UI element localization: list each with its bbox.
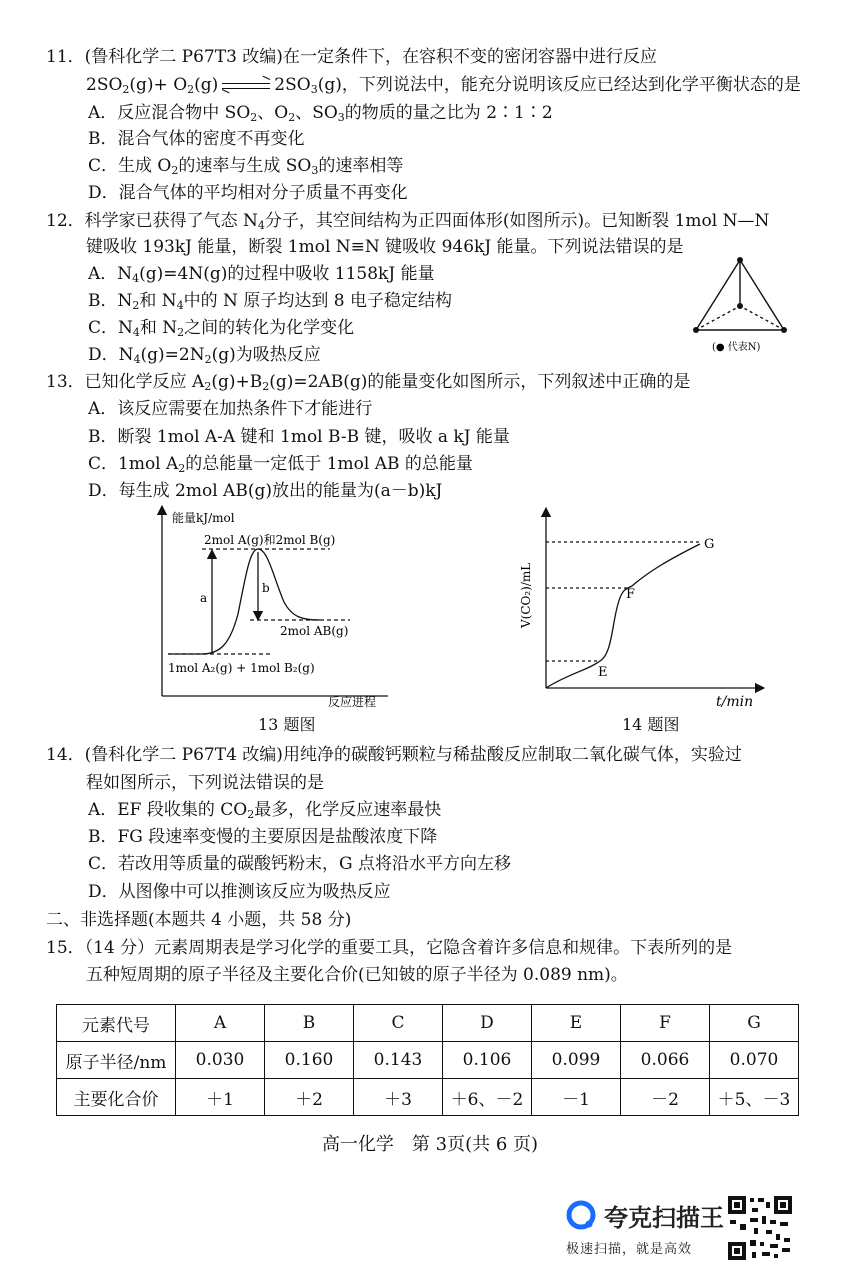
figure-14-volume-time-chart	[508, 504, 778, 712]
n-atom-dot	[737, 303, 743, 309]
fig14-caption: 14 题图	[622, 715, 680, 734]
q12-option-a: A．$N_4(g)=4N(g)$的过程中吸收 1158kJ 能量	[88, 264, 435, 285]
table-cell: A	[176, 1005, 265, 1042]
q14-option-a: A．EF 段收集的 $CO_2$最多，化学反应速率最快	[88, 800, 442, 821]
table-cell: C	[354, 1005, 443, 1042]
q15-stem-line2: 五种短周期的原子半径及主要化合价(已知铍的原子半径为 0.089 nm)。	[86, 965, 628, 985]
table-row	[57, 1042, 799, 1079]
fig13-left-label: 1mol A₂(g) + 1mol B₂(g)	[168, 661, 315, 675]
q14-option-d: D．从图像中可以推测该反应为吸热反应	[88, 882, 391, 902]
qr-code-icon	[726, 1194, 794, 1262]
q11-equation: $2SO_2(g)+ O_2(g)$ $2SO_3(g)$，下列说法中，能充分说明该反应已经达到化学平衡状态的是	[86, 75, 801, 96]
curve-EFG	[546, 544, 700, 688]
q11-option-b: B．混合气体的密度不再变化	[88, 129, 305, 149]
table-cell: E	[532, 1005, 621, 1042]
fig13-label-a: a	[200, 591, 208, 605]
q12-stem-line2: 键吸收 193kJ 能量，断裂 1mol N≡N 键吸收 946kJ 能量。下列说法错误的是	[86, 237, 684, 257]
point-G-label: G	[704, 537, 715, 552]
table-cell: ＋6、－2	[443, 1079, 532, 1116]
section-2-heading: 二、非选择题(本题共 4 小题，共 58 分)	[46, 910, 352, 930]
table-cell: ＋2	[265, 1079, 354, 1116]
tetra-hidden-edge	[696, 306, 740, 330]
table-cell: 0.143	[354, 1042, 443, 1079]
table-cell: 主要化合价	[57, 1079, 176, 1116]
tetra-edge	[740, 260, 784, 330]
fig13-ylabel: 能量kJ/mol	[172, 511, 235, 525]
element-table	[56, 1004, 799, 1116]
fig13-top-label: 2mol A(g)和2mol B(g)	[204, 533, 336, 547]
table-cell: 原子半径/nm	[57, 1042, 176, 1079]
fig13-xlabel: 反应进程	[328, 695, 377, 709]
table-row	[57, 1005, 799, 1042]
fig14-xlabel: t/min	[716, 694, 754, 710]
q14-stem-line2: 程如图所示，下列说法错误的是	[86, 773, 324, 793]
table-cell: F	[621, 1005, 710, 1042]
page-footer: 高一化学 第 3页(共 6 页)	[321, 1134, 539, 1155]
quark-logo-icon	[566, 1200, 596, 1230]
q13-stem: 13．已知化学反应 $A_2(g)+B_2(g)=2AB(g)$的能量变化如图所示，下列叙述中正确的是	[46, 372, 691, 393]
q13-option-b: B．断裂 1mol A-A 键和 1mol B-B 键，吸收 a kJ 能量	[88, 427, 510, 447]
table-cell: 0.160	[265, 1042, 354, 1079]
table-cell: 0.030	[176, 1042, 265, 1079]
tetra-edge	[696, 260, 740, 330]
n4-legend: (● 代表N)	[712, 342, 761, 353]
q11-option-d: D．混合气体的平均相对分子质量不再变化	[88, 183, 408, 203]
table-cell: B	[265, 1005, 354, 1042]
equilibrium-arrow-icon	[222, 80, 270, 92]
q12-option-b: B．$N_2$和 $N_4$中的 N 原子均达到 8 电子稳定结构	[88, 291, 452, 312]
table-cell: ＋5、－3	[710, 1079, 799, 1116]
point-F-label: F	[626, 587, 636, 602]
table-cell: ＋3	[354, 1079, 443, 1116]
n-atom-dot	[781, 327, 787, 333]
energy-curve	[168, 549, 320, 654]
q12-option-c: C．$N_4$和 $N_2$之间的转化为化学变化	[88, 318, 355, 339]
q11-stem: 11．(鲁科化学二 P67T3 改编)在一定条件下，在容积不变的密闭容器中进行反应	[46, 47, 657, 67]
table-cell: D	[443, 1005, 532, 1042]
q14-option-b: B．FG 段速率变慢的主要原因是盐酸浓度下降	[88, 827, 438, 847]
point-E-label: E	[598, 665, 608, 680]
n-atom-dot	[737, 257, 743, 263]
q14-option-c: C．若改用等质量的碳酸钙粉末，G 点将沿水平方向左移	[88, 854, 511, 874]
table-cell: 0.070	[710, 1042, 799, 1079]
fig13-label-b: b	[262, 581, 270, 595]
table-cell: 0.106	[443, 1042, 532, 1079]
q14-stem: 14．(鲁科化学二 P67T4 改编)用纯净的碳酸钙颗粒与稀盐酸反应制取二氧化碳气体，实验过	[46, 745, 742, 765]
fig14-ylabel: V(CO₂)/mL	[519, 562, 533, 628]
table-cell: 0.066	[621, 1042, 710, 1079]
q12-stem: 12．科学家已获得了气态 $N_4$分子，其空间结构为正四面体形(如图所示)。已知断裂 1mol N—N	[46, 211, 770, 232]
tetra-hidden-edge	[740, 306, 784, 330]
figure-13-energy-diagram	[150, 504, 400, 740]
q11-option-c: C．生成 $O_2$的速率与生成 $SO_3$的速率相等	[88, 156, 404, 177]
fig13-caption: 13 题图	[258, 715, 316, 734]
n4-tetrahedron-figure	[688, 250, 798, 355]
watermark-title: 夸克扫描王	[604, 1204, 724, 1232]
table-cell: 0.099	[532, 1042, 621, 1079]
table-cell: －1	[532, 1079, 621, 1116]
q13-option-a: A．该反应需要在加热条件下才能进行	[88, 399, 373, 419]
fig13-right-label: 2mol AB(g)	[280, 624, 349, 638]
q13-option-d: D．每生成 2mol AB(g)放出的能量为(a－b)kJ	[88, 481, 443, 501]
table-cell: 元素代号	[57, 1005, 176, 1042]
q15-stem: 15．（14 分）元素周期表是学习化学的重要工具，它隐含着许多信息和规律。下表所列的是	[46, 938, 733, 958]
q13-option-c: C．1mol $A_2$的总能量一定低于 1mol AB 的总能量	[88, 454, 473, 475]
table-row	[57, 1079, 799, 1116]
watermark-subtitle: 极速扫描，就是高效	[566, 1242, 693, 1257]
q11-option-a: A．反应混合物中 $SO_2$、$O_2$、$SO_3$的物质的量之比为 2∶1∶2	[88, 103, 553, 124]
table-cell: －2	[621, 1079, 710, 1116]
table-cell: ＋1	[176, 1079, 265, 1116]
q12-option-d: D．$N_4(g)=2N_2(g)$为吸热反应	[88, 345, 321, 366]
n-atom-dot	[693, 327, 699, 333]
table-cell: G	[710, 1005, 799, 1042]
